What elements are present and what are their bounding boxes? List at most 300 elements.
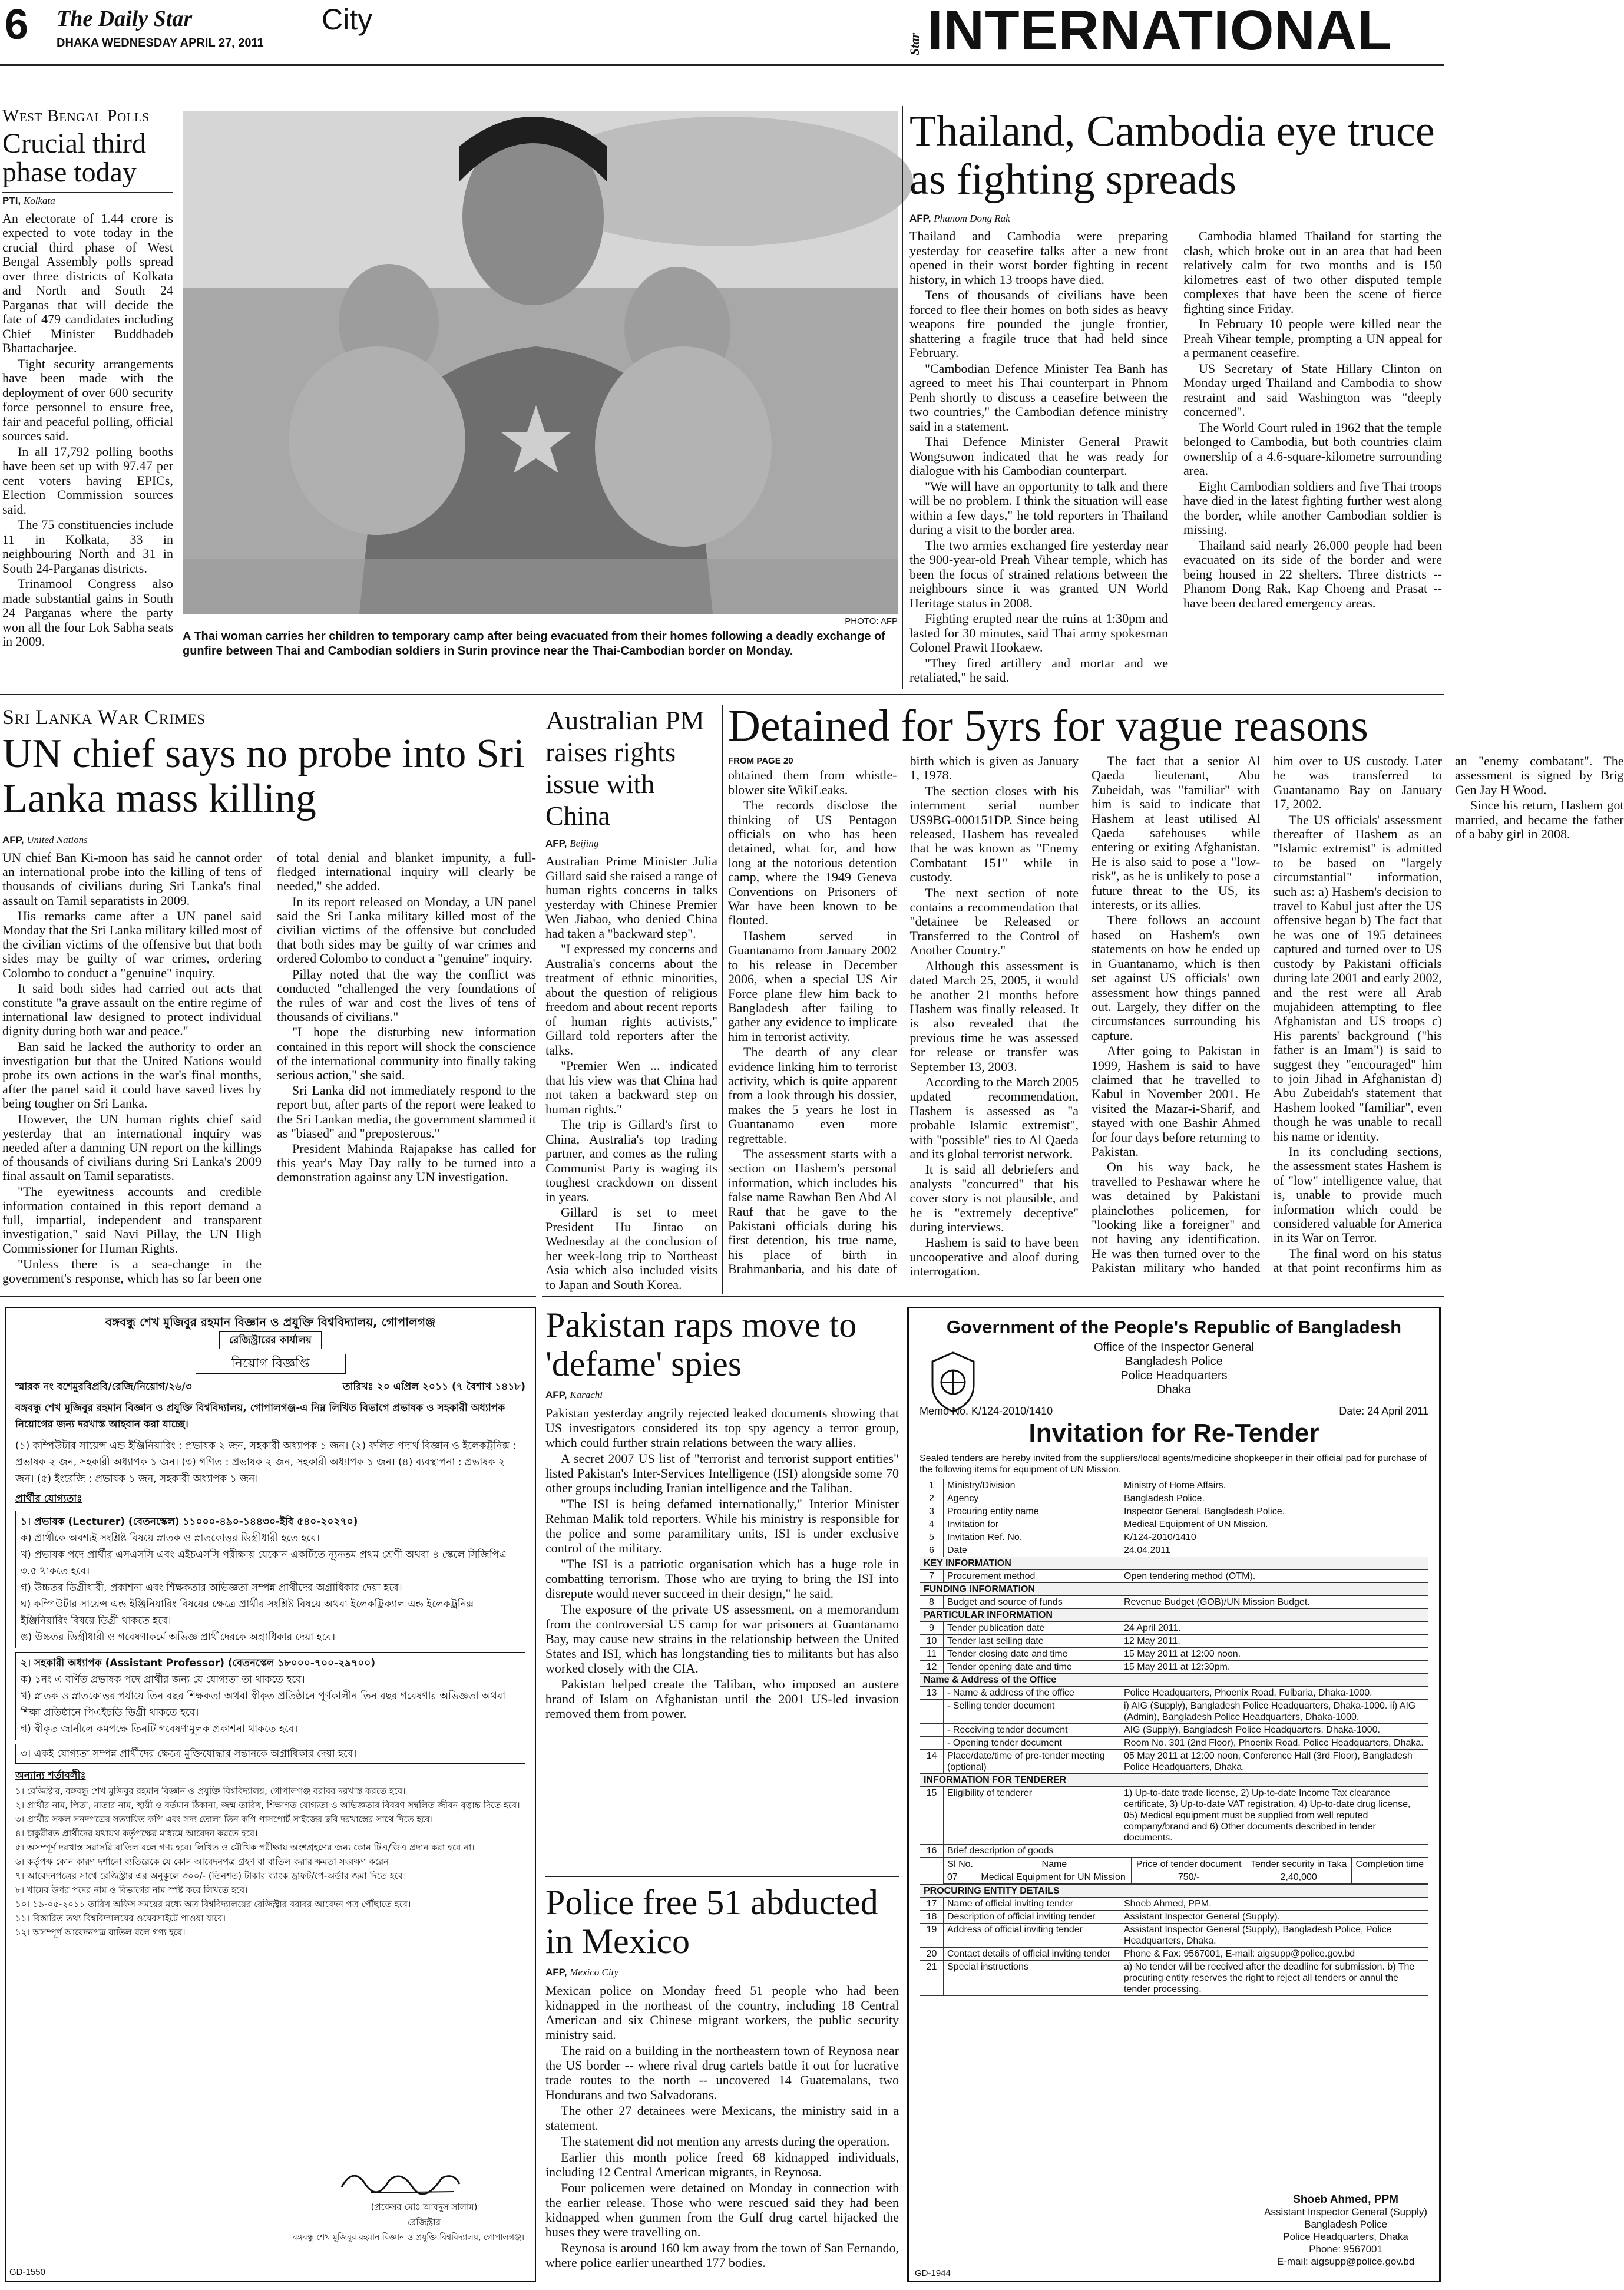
ad-term: ১। রেজিস্ট্রার, বঙ্গবন্ধু শেখ মুজিবুর রহমান বিজ্ঞান ও প্রযুক্তি বিশ্ববিদ্যালয়, গোপালগঞ্জ বরাবর দরখাস্ত করতে হবে। [15, 1786, 406, 1796]
kicker: Sri Lanka War Crimes [2, 705, 206, 729]
tender-row-number: 7 [920, 1570, 944, 1583]
masthead-rule [0, 64, 1444, 66]
tender-row [920, 1570, 1428, 1583]
paragraph: Earlier this month police freed 68 kidnapped individuals, including 12 Central American migrants, in Reynosa. [545, 2150, 899, 2179]
paragraph: In its report released on Monday, a UN panel said the Sri Lanka military killed most of the civilian victims of the offensive but concluded that both sides may be guilty of war crimes and ordered Colombo to conduct a "genuine" inquiry. [277, 894, 536, 966]
ad-lecturer-point: ঘ) কম্পিউটার সায়েন্স এন্ড ইঞ্জিনিয়ারিং বিষয়ের ক্ষেত্রে প্রার্থীর সংশ্লিষ্ট বিষয়ে অথবা ইলেকট্রিক্যাল এন্ড ইলেকট্রনিক্স ইঞ্জিনিয়ারিং বিষয়ে ডিগ্রী থাকতে হবে। [21, 1598, 474, 1627]
dateline-place: Mexico City [570, 1967, 618, 1978]
ad-assistant-point: ক) ১নং এ বর্ণিত প্রভাষক পদে প্রার্থীর জন্য যে যোগ্যতা তা থাকতে হবে। [21, 1674, 305, 1686]
paragraph: "I expressed my concerns and Australia's concerns about the treatment of ethnic minorities, about the question of religious freedom and about recent reports of human rights activists," Gillard told reporters after the talks. [545, 941, 717, 1058]
tender-row-number: 19 [920, 1924, 944, 1948]
tender-row [920, 1518, 1428, 1531]
article-pakistan [545, 1306, 899, 1877]
goods-header-cell: Price of tender document [1132, 1858, 1246, 1871]
paragraph: Mexican police on Monday freed 51 people who had been kidnapped in the northeast of the country, including 18 Central American and six Chinese migrant workers, the public security ministry said. [545, 1983, 899, 2042]
tender-row-number: 12 [920, 1661, 944, 1674]
paragraph: "Premier Wen ... indicated that his view was that China had not taken a backward step on human rights." [545, 1058, 717, 1116]
agency: AFP, [545, 1967, 567, 1978]
tender-row-value: Assistant Inspector General (Supply), Bangladesh Police, Police Headquarters, Dhaka. [1120, 1924, 1428, 1948]
paragraph: It is said all debriefers and analysts "concurred" that his cover story is not plausible, and he is "extremely deceptive" during interviews. [909, 1162, 1079, 1234]
tender-row-label: Special instructions [944, 1961, 1120, 1996]
tender-row-value: 05 May 2011 at 12:00 noon, Conference Hall (3rd Floor), Bangladesh Police Headquarters, Dhaka. [1120, 1750, 1428, 1774]
paper-name: The Daily Star [57, 6, 193, 31]
tender-row-value: Open tendering method (OTM). [1120, 1570, 1428, 1583]
signature-scribble [336, 2163, 465, 2199]
paragraph: Trinamool Congress also made substantial gains in South 24 Parganas where the party won all the four Lok Sabha seats in 2009. [2, 576, 173, 649]
goods-header-cell: Sl No. [944, 1858, 977, 1871]
paragraph: The other 27 detainees were Mexicans, the ministry said in a statement. [545, 2103, 899, 2133]
goods-cell: Medical Equipment for UN Mission [977, 1871, 1132, 1884]
tender-table [920, 1479, 1428, 1858]
headline: Detained for 5yrs for vague reasons [728, 701, 1368, 751]
goods-cell: 07 [944, 1871, 977, 1884]
dateline-place: Beijing [570, 838, 599, 849]
headline: Thailand, Cambodia eye truce as fighting spreads [909, 107, 1435, 204]
paragraph: The 75 constituencies include 11 in Kolkata, 33 in neighbouring North and 31 in South 24-Parganas districts. [2, 517, 173, 576]
tender-office: Office of the Inspector General [1093, 1341, 1254, 1354]
ad-term: ৪। চাকুরীরত প্রার্থীদের যথাযথ কর্তৃপক্ষের মাধ্যমে আবেদন করতে হবে। [15, 1828, 258, 1839]
tender-row-number: 4 [920, 1518, 944, 1531]
paragraph: The records disclose the thinking of US Pentagon officials on who has been detained, what for, and how long at the notorious detention camp, where the 1949 Geneva Conventions on Prisoners of War have been known to be flouted. [728, 798, 897, 928]
tender-row [920, 1622, 1428, 1635]
tender-row-number: 15 [920, 1787, 944, 1845]
tender-row [920, 1750, 1428, 1774]
tender-notice [907, 1307, 1441, 2282]
tender-row-number: 9 [920, 1622, 944, 1635]
headline: Police free 51 abducted in Mexico [545, 1883, 878, 1961]
tender-row-number: 10 [920, 1635, 944, 1648]
ad-lecturer-point: ক) প্রার্থীকে অবশ্যই সংশ্লিষ্ট বিষয়ে স্নাতক ও স্নাতকোত্তর ডিগ্রীধারী হতে হবে। [21, 1532, 320, 1544]
ad-lecturer-heading: ১। প্রভাষক (Lecturer) (বেতনস্কেল) ১১০০০-৪৯০-১৪৪৩০-ইবি ৫৪০-২০২৭০) [21, 1516, 358, 1528]
paragraph: The US officials' assessment thereafter of Hashem as an "Islamic extremist" is admitted to be based on "largely circumstantial" information, such as: a) Hashem's decision to travel to Kabul just after the US offensive began b) The fact that he was one of 195 detainees captured and turned over to US custody by Pakistani officials during late 2001 and early 2002, and the rest were all Arab mujahideen attempting to flee Afghanistan and US troops c) His parents' background ("his father is an Imam") is said to suggest they "encouraged" him to join Jihad in Afghanistan d) Abu Zubeidah's statement that Hashem looked "familiar", even though he was unable to recall his name or identity. [1273, 812, 1442, 1144]
paragraph: The two armies exchanged fire yesterday near the 900-year-old Preah Vihear temple, which has been the focus of strained relations between the neighbours since it was granted UN World Heritage status in 2008. [909, 537, 1168, 610]
ad-term: ৩। প্রার্থীর সকল সনদপত্রের সত্যায়িত কপি এবং সদ্য তোলা তিন কপি পাসপোর্ট সাইজের ছবি দরখাস্তের সাথে দিতে হবে। [15, 1814, 434, 1825]
goods-cell: 750/- [1132, 1871, 1246, 1884]
tender-row-label: Place/date/time of pre-tender meeting (optional) [944, 1750, 1120, 1774]
tender-row-label: Tender last selling date [944, 1635, 1120, 1648]
tender-row-label: Ministry/Division [944, 1479, 1120, 1492]
paragraph: The World Court ruled in 1962 that the temple belonged to Cambodia, but both countries claim ownership of a 4.6-square-kilometre surrounding area. [1183, 419, 1442, 478]
goods-row [944, 1871, 1428, 1884]
paragraph: It said both sides had carried out acts that constitute "a grave assault on the entire regime of international law designed to protect individual dignity during both war and peace." [2, 980, 262, 1039]
paragraph: The raid on a building in the northeastern town of Reynosa near the US border -- where rival drug cartels battle it out for lucrative trade routes to the north -- uncovered 14 Guatemalans, two Hondurans and two Salvadorans. [545, 2043, 899, 2102]
tender-row [920, 1911, 1428, 1924]
ad-signatory: (প্রফেসর মোঃ আবদুস সালাম) [371, 2202, 478, 2212]
tender-row-value: 24 April 2011. [1120, 1622, 1428, 1635]
agency: AFP, [2, 834, 24, 845]
section-title: INTERNATIONAL [927, 0, 1393, 62]
paragraph: In February 10 people were killed near the Preah Vihear temple, prompting a UN appeal for a permanent ceasefire. [1183, 316, 1442, 360]
tender-row [920, 1924, 1428, 1948]
ad-term: ১১। বিস্তারিত তথ্য বিশ্ববিদ্যালয়ের ওয়েবসাইটে পাওয়া যাবে। [15, 1913, 226, 1924]
ad-assistant-heading: ২। সহকারী অধ্যাপক (Assistant Professor) (বেতনস্কেল ১৮০০০-৭০০-২৯৭০০) [21, 1657, 376, 1669]
ad-title: নিয়োগ বিজ্ঞপ্তি [196, 1354, 346, 1374]
paragraph: Pakistan helped create the Taliban, who imposed an austere brand of Islam on Afghanistan until the 2001 US-led invasion removed them from power. [545, 1677, 899, 1721]
paragraph: "I hope the disturbing new information contained in this report will shock the conscience of the international community into finally taking serious action," she said. [277, 1025, 536, 1083]
tender-row [920, 1479, 1428, 1492]
paragraph: A secret 2007 US list of "terrorist and terrorist support entities" listed Pakistan's Inter-Services Intelligence (ISI) alongside some 70 other groups including Iranian intelligence and the Taliban. [545, 1451, 899, 1495]
tender-row-label: Invitation for [944, 1518, 1120, 1531]
tender-row [920, 1898, 1428, 1911]
tender-row-number: 17 [920, 1898, 944, 1911]
tender-row [920, 1687, 1428, 1700]
tender-section-heading: INFORMATION FOR TENDERER [920, 1774, 1428, 1787]
column-divider [722, 705, 723, 1294]
paragraph: Reynosa is around 160 km away from the town of San Fernando, where police earlier unearthed 177 bodies. [545, 2241, 899, 2270]
tender-row-value: Shoeb Ahmed, PPM. [1120, 1898, 1428, 1911]
paragraph: The exposure of the private US assessment, on a memorandum from the controversial US camp for war prisoners at Guantanamo Bay, may cause new strains in the relationship between the United States and ISI, which has longstanding ties to militants but has also worked closely with the CIA. [545, 1602, 899, 1676]
column-divider [902, 106, 903, 689]
article-body [2, 212, 173, 649]
tender-row-label: Tender closing date and time [944, 1648, 1120, 1661]
goods-table [943, 1858, 1428, 1884]
tender-row [920, 1492, 1428, 1505]
tender-section-row [920, 1674, 1428, 1687]
tender-org: Bangladesh Police [1125, 1355, 1223, 1368]
ad-intro: বঙ্গবন্ধু শেখ মুজিবুর রহমান বিজ্ঞান ও প্রযুক্তি বিশ্ববিদ্যালয়, গোপালগঞ্জ-এ নিম্ন লিখিত বিভাগে প্রভাষক ও সহকারী অধ্যাপক নিয়োগের জন্য দরখাস্ত আহবান করা যাচ্ছে। [15, 1402, 505, 1430]
ad-term: ৭। আবেদনপত্রের সাথে রেজিস্ট্রার এর অনুকূলে ৩০০/- (তিনশত) টাকার ব্যাংক ড্রাফট/পে-অর্ডার জমা দিতে হবে। [15, 1871, 406, 1881]
tender-row-label: - Receiving tender document [944, 1724, 1120, 1737]
tender-row [920, 1737, 1428, 1750]
paragraph: Tens of thousands of civilians have been forced to flee their homes on both sides as heavy weapons fire pounded the jungle frontier, shattering a fragile truce that had held since February. [909, 288, 1168, 360]
paragraph: Ban said he lacked the authority to order an investigation but that the United Nations would probe its own actions in the war's final months, after the panel said it could have saved lives by being tougher on Sri Lanka. [2, 1039, 262, 1111]
edition-city: City [322, 3, 373, 36]
paragraph: The final word on his status at that point reconfirms him as an "enemy combatant". The assessment is signed by Brig Gen Jay H Wood. [1273, 754, 1624, 1275]
tender-row [920, 1845, 1428, 1858]
paragraph: Four policemen were detained on Monday in connection with the earlier release. Those who were rescued said they had been kidnapped when gunmen from the Gulf drug cartel hijacked the buses they were travelling on. [545, 2180, 899, 2239]
photo-illustration [183, 111, 898, 614]
ad-sign-org: বঙ্গবন্ধু শেখ মুজিবুর রহমান বিজ্ঞান ও প্রযুক্তি বিশ্ববিদ্যালয়, গোপালগঞ্জ। [292, 2233, 524, 2242]
tender-section-heading: PARTICULAR INFORMATION [920, 1609, 1428, 1622]
tender-row [920, 1648, 1428, 1661]
tender-hq: Police Headquarters [1120, 1369, 1228, 1382]
tender-table [920, 1884, 1428, 1996]
paragraph: Although this assessment is dated March 25, 2005, it would be another 21 months before Hashem was finally released. It is also revealed that the previous time he was assessed for release or transfer was September 13, 2003. [909, 958, 1079, 1074]
tender-sign-org: Bangladesh Police [1304, 2219, 1387, 2230]
article-australia [545, 705, 717, 1294]
tender-section-heading: KEY INFORMATION [920, 1557, 1428, 1570]
ad-assistant-point: গ) স্বীকৃত জার্নালে কমপক্ষে তিনটি গবেষণামূলক প্রকাশনা থাকতে হবে। [21, 1723, 298, 1735]
agency: AFP, [909, 213, 931, 224]
paragraph: Since his return, Hashem got married, and became the father of a baby girl in 2008. [1455, 798, 1624, 842]
paragraph: The next section of note contains a recommendation that "detainee be Released or Transferred to the Control of Another Country." [909, 885, 1079, 958]
ad-assistant-point: খ) স্নাতক ও স্নাতকোত্তর পর্যায়ে তিন বছর শিক্ষকতা অথবা স্বীকৃত প্রতিষ্ঠানে পূর্ণকালীন তিন বছর গবেষণার অভিজ্ঞতা অথবা শিক্ষা প্রতিষ্ঠানে পিএইচডি ডিগ্রী থাকতে হবে। [21, 1690, 506, 1719]
article-body [728, 754, 1624, 1284]
tender-city: Dhaka [1157, 1383, 1191, 1396]
ad-relax-note: ৩। একই যোগ্যতা সম্পন্ন প্রার্থীদের ক্ষেত্রে মুক্তিযোদ্ধার সন্তানকে অগ্রাধিকার দেয়া হবে। [15, 1744, 525, 1764]
agency: AFP, [545, 1389, 567, 1400]
tender-row-number [920, 1724, 944, 1737]
paragraph: UN chief Ban Ki-moon has said he cannot order an international probe into the killing of tens of thousands of civilians during Sri Lanka's final assault on Tamil separatists in 2009. [2, 850, 262, 908]
ad-lecturer-point: ঙ) উচ্চতর ডিগ্রীধারী ও গবেষণাকর্মে অভিজ্ঞ প্রার্থীদেরকে অগ্রাধিকার দেয়া হবে। [21, 1631, 335, 1643]
tender-section-row [920, 1583, 1428, 1596]
kicker: West Bengal Polls [2, 106, 150, 125]
tender-row [920, 1505, 1428, 1518]
tender-row [920, 1635, 1428, 1648]
ad-term: ২। প্রার্থীর নাম, পিতা, মাতার নাম, স্থায়ী ও বর্তমান ঠিকানা, জন্ম তারিখ, শিক্ষাগত যোগ্যতা ও অভিজ্ঞতার বিবরণ সম্বলিত জীবন বৃত্তান্ত দিতে হবে। [15, 1800, 520, 1810]
headline: UN chief says no probe into Sri Lanka mass killing [2, 731, 525, 821]
agency: AFP, [545, 838, 567, 849]
tender-row-label: Tender publication date [944, 1622, 1120, 1635]
tender-row-label: Eligibility of tenderer [944, 1787, 1120, 1845]
headline: Australian PM raises rights issue with China [545, 705, 704, 831]
paragraph: Hashem is said to have been uncooperative and aloof during interrogation. [909, 1235, 1079, 1279]
paragraph: According to the March 2005 updated recommendation, Hashem is assessed as "a probable Islamic extremist", with "possible" ties to Al Qaeda and its global terrorist network. [909, 1074, 1079, 1161]
page-number: 6 [5, 1, 29, 48]
ad-departments: (১) কম্পিউটার সায়েন্স এন্ড ইঞ্জিনিয়ারিং : প্রভাষক ২ জন, সহকারী অধ্যাপক ১ জন। (২) ফলিত পদার্থ বিজ্ঞান ও ইলেকট্রনিক্স : প্রভাষক ২ জন, সহকারী অধ্যাপক ১ জন। (৩) গণিত : প্রভাষক ২ জন, সহকারী অধ্যাপক ১ জন। (৪) ব্যবস্থাপনা : প্রভাষক ২ জন। (৫) ইংরেজি : প্রভাষক ১ জন, সহকারী অধ্যাপক ১ জন। [15, 1440, 517, 1485]
tender-row-label: - Name & address of the office [944, 1687, 1120, 1700]
paragraph: "The ISI is being defamed internationally," Interior Minister Rehman Malik told reporters. While his ministry is responsible for the police and some paramilitary units, ISI is under exclusive control of the military. [545, 1496, 899, 1555]
goods-header-cell: Name [977, 1858, 1132, 1871]
paragraph: "They fired artillery and mortar and we retaliated," he said. [909, 655, 1168, 685]
goods-cell [1351, 1871, 1428, 1884]
dateline-place: United Nations [27, 834, 88, 845]
tender-row-value: 24.04.2011 [1120, 1544, 1428, 1557]
paragraph: The statement did not mention any arrests during the operation. [561, 2134, 890, 2149]
tender-row-value [1120, 1845, 1428, 1858]
tender-row-label: - Selling tender document [944, 1700, 1120, 1724]
paragraph: His remarks came after a UN panel said Monday that the Sri Lanka military killed most of the civilian victims of the offensive but that both sides may be guilty of war crimes, ordering Colombo to conduct a "genuine" inquiry. [2, 908, 262, 980]
tender-row-value: Bangladesh Police. [1120, 1492, 1428, 1505]
article-detained [728, 701, 1624, 1290]
tender-row-label: Agency [944, 1492, 1120, 1505]
tender-section-row [920, 1557, 1428, 1570]
tender-row-label: - Opening tender document [944, 1737, 1120, 1750]
ad-lecturer-point: গ) উচ্চতর ডিগ্রীধারী, প্রকাশনা এবং শিক্ষকতার অভিজ্ঞতা সম্পন্ন প্রার্থীদের অগ্রাধিকার দেয়া হবে। [21, 1582, 402, 1594]
tender-row-number: 14 [920, 1750, 944, 1774]
ad-date: তারিখঃ ২০ এপ্রিল ২০১১ (৭ বৈশাখ ১৪১৮) [342, 1381, 525, 1393]
tender-row-value: Ministry of Home Affairs. [1120, 1479, 1428, 1492]
tender-row-label: Address of official inviting tender [944, 1924, 1120, 1948]
dateline-place: Kolkata [23, 194, 55, 206]
ad-term: ১০। ১৯-০৫-২০১১ তারিখ অফিস সময়ের মধ্যে অত্র বিশ্ববিদ্যালয়ের রেজিস্ট্রার বরাবর আবেদন পত্র পৌঁছাতে হবে। [15, 1899, 411, 1909]
article-body [545, 1406, 899, 1721]
tender-section-heading: FUNDING INFORMATION [920, 1583, 1428, 1596]
goods-header-cell: Tender security in Taka [1246, 1858, 1351, 1871]
tender-row-number: 6 [920, 1544, 944, 1557]
paragraph: "The ISI is a patriotic organisation which has a huge role in combatting terrorism. Those who are trying to bring the ISI into disrepute would never succeed in their design," he said. [545, 1557, 899, 1601]
paragraph: "Cambodian Defence Minister Tea Banh has agreed to meet his Thai counterpart in Phnom Penh shortly to discuss a ceasefire between the two countries," the Cambodian defence ministry said in a statement. [909, 361, 1168, 434]
tender-row-value: 15 May 2011 at 12:30pm. [1120, 1661, 1428, 1674]
tender-row-label: Name of official inviting tender [944, 1898, 1120, 1911]
tender-sign-name: Shoeb Ahmed, PPM [1293, 2193, 1398, 2206]
paragraph: Hashem served in Guantanamo from January 2002 to his release in December 2006, when a special US Air Force plane flew him back to Bangladesh after failing to gather any evidence to implicate him in terrorist activity. [728, 928, 897, 1044]
tender-row-label: Brief description of goods [944, 1845, 1120, 1858]
paragraph: In its concluding sections, the assessment states Hashem is of "low" intelligence value, that is, unable to provide much information which could be considered valuable for America in its War on Terror. [1273, 1144, 1442, 1245]
headline: Pakistan raps move to 'defame' spies [545, 1306, 857, 1383]
tender-row-value: Revenue Budget (GOB)/UN Mission Budget. [1120, 1596, 1428, 1609]
section-rule [0, 1296, 536, 1297]
tender-row-value: 1) Up-to-date trade license, 2) Up-to-date Income Tax clearance certificate, 3) Up-to-date VAT registration, 4) Up-to-date drug license, 05) Medical equipment must be supplied from well reputed company/brand and 6) Other documents described in tender documents. [1120, 1787, 1428, 1845]
tender-intro: Sealed tenders are hereby invited from the suppliers/local agents/medicine shopkeeper in their official pad for purchase of the following items for equipment of UN Mission. [920, 1453, 1427, 1475]
agency: PTI, [2, 194, 21, 206]
tender-row [920, 1661, 1428, 1674]
paragraph: An electorate of 1.44 crore is expected to vote today in the crucial third phase of West Bengal Assembly polls spread over three districts of Kolkata and North and South 24 Parganas that will decide the fate of 479 candidates including Chief Minister Buddhadeb Bhattacharjee. [2, 210, 173, 356]
tender-row-label: Date [944, 1544, 1120, 1557]
section-rule [542, 1296, 1444, 1297]
star-logo: Star [907, 33, 922, 55]
tender-row-label: Budget and source of funds [944, 1596, 1120, 1609]
ad-sign-title: রেজিস্ট্রার [407, 2217, 441, 2228]
ad-term: ৮। খামের উপর পদের নাম ও বিভাগের নাম স্পষ্ট করে লিখতে হবে। [15, 1885, 248, 1895]
tender-section-heading: Name & Address of the Office [920, 1674, 1428, 1687]
ad-terms-heading: অন্যান্য শর্তাবলীঃ [15, 1770, 86, 1782]
paragraph: Tight security arrangements have been made with the deployment of over 600 security force personnel to ensure free, fair and peaceful polling, official sources said. [2, 356, 173, 444]
tender-row [920, 1724, 1428, 1737]
tender-row-value: Room No. 301 (2nd Floor), Phoenix Road, Police Headquarters, Dhaka. [1120, 1737, 1428, 1750]
article-body [545, 854, 717, 1292]
ad-university: বঙ্গবন্ধু শেখ মুজিবুর রহমান বিজ্ঞান ও প্রযুক্তি বিশ্ববিদ্যালয়, গোপালগঞ্জ [105, 1315, 436, 1329]
paragraph: Gillard is set to meet President Hu Jintao on Wednesday at the conclusion of her week-long trip to Northeast Asia which also included visits to Japan and South Korea. [545, 1205, 717, 1292]
tender-sign-hq: Police Headquarters, Dhaka [1283, 2231, 1408, 2242]
dateline-place: Karachi [570, 1389, 603, 1400]
masthead [0, 0, 1444, 65]
article-sri-lanka [2, 705, 536, 1294]
ad-term: ৬। কর্তৃপক্ষ কোন কারণ দর্শানো ব্যতিরেকে যে কোন আবেদনপত্র গ্রহণ বা বাতিল করার ক্ষমতা সংরক্ষণ করেন। [15, 1856, 392, 1867]
paragraph: Fighting erupted near the ruins at 1:30pm and lasted for 30 minutes, said Thai army spokesman Colonel Prawit Hookaew. [909, 611, 1168, 655]
paragraph: "We will have an opportunity to talk and there will be no problem. I think the situation will ease within a few days," he told reporters in Thailand during a visit to the border area. [909, 478, 1168, 537]
tender-row-label: Tender opening date and time [944, 1661, 1120, 1674]
tender-sign-title: Assistant Inspector General (Supply) [1264, 2206, 1427, 2218]
paragraph: The dearth of any clear evidence linking him to terrorist activity, which is quite apparent from a look through his dossier, makes the 5 years he lost in Guantanamo even more regrettable. [728, 1045, 897, 1146]
article-mexico [545, 1883, 899, 2284]
article-body [909, 229, 1442, 689]
tender-row-value: i) AIG (Supply), Bangladesh Police Headquarters, Dhaka-1000. ii) AIG (Admin), Bangladesh Police Headquarters, Dhaka-1000. [1120, 1700, 1428, 1724]
tender-row-number: 5 [920, 1531, 944, 1544]
article-west-bengal [2, 106, 173, 689]
tender-sign-phone: Phone: 9567001 [1309, 2243, 1382, 2255]
tender-memo: Memo No. K/124-2010/1410 [920, 1405, 1053, 1417]
paragraph: The fact that a senior Al Qaeda lieutenant, Abu Zubeidah, was "familiar" with him is said to indicate that Hashem at least utilised Al Qaeda safehouses while entering or exiting Afghanistan. He is also said to pose a "low-risk", as he is unlikely to pose a future threat to the US, its interests, or its allies. [1092, 754, 1261, 913]
tender-row-number: 13 [920, 1687, 944, 1700]
article-thailand [909, 107, 1442, 690]
tender-row-number [920, 1737, 944, 1750]
tender-section-row [920, 1774, 1428, 1787]
news-photo [183, 111, 898, 614]
police-emblem-icon [927, 1350, 980, 1415]
tender-row-value: 12 May 2011. [1120, 1635, 1428, 1648]
photo-credit: PHOTO: AFP [845, 616, 898, 626]
section-rule [545, 1876, 899, 1877]
tender-row-value: a) No tender will be received after the deadline for submission. b) The procuring entity reserves the right to reject all tenders or annul the tender processing. [1120, 1961, 1428, 1996]
tender-row-label: Procuring entity name [944, 1505, 1120, 1518]
ad-term: ৫। অসম্পূর্ণ দরখাস্ত সরাসরি বাতিল বলে গণ্য হবে। লিখিত ও মৌখিক পরীক্ষায় অংশগ্রহণের জন্য কোন টিএ/ডিএ প্রদান করা হবে না। [15, 1842, 475, 1853]
tender-row-number: 21 [920, 1961, 944, 1996]
goods-cell: 2,40,000 [1246, 1871, 1351, 1884]
tender-sign-email: E-mail: aigsupp@police.gov.bd [1276, 2256, 1415, 2267]
section-rule [0, 694, 1444, 695]
jump-label: FROM PAGE 20 [728, 756, 793, 766]
tender-row-number: 1 [920, 1479, 944, 1492]
tender-section-row [920, 1609, 1428, 1622]
ad-term: ১২। অসম্পূর্ণ আবেদনপত্র বাতিল বলে গণ্য হবে। [15, 1927, 186, 1938]
tender-row-label: Contact details of official inviting tender [944, 1948, 1120, 1961]
paragraph: obtained them from whistle-blower site WikiLeaks. [728, 768, 897, 797]
tender-row-number: 8 [920, 1596, 944, 1609]
tender-row [920, 1531, 1428, 1544]
tender-row [920, 1544, 1428, 1557]
paragraph: The trip is Gillard's first to China, Australia's top trading partner, and comes as the ruling Communist Party is waging its toughest crackdown on dissent in years. [545, 1117, 717, 1204]
tender-row [920, 1596, 1428, 1609]
tender-row [920, 1787, 1428, 1845]
tender-row [920, 1961, 1428, 1996]
photo-caption: A Thai woman carries her children to temporary camp after being evacuated from their homes following a deadly exchange of gunfire between Thai and Cambodian soldiers in Surin province near the Thai-Cambodian border on Monday. [183, 630, 885, 657]
tender-row [920, 1948, 1428, 1961]
dateline: DHAKA WEDNESDAY APRIL 27, 2011 [57, 37, 264, 49]
goods-header-row [944, 1858, 1428, 1871]
goods-header-cell: Completion time [1351, 1858, 1428, 1871]
paragraph: Thailand said nearly 26,000 people had been evacuated on its side of the border and were being housed in 22 shelters. Three districts -- Phanom Dong Rak, Kap Choeng and Prasat -- have been declared emergency areas. [1183, 537, 1442, 610]
tender-row-value: Phone & Fax: 9567001, E-mail: aigsupp@police.gov.bd [1120, 1948, 1428, 1961]
tender-row-value: Police Headquarters, Phoenix Road, Fulbaria, Dhaka-1000. [1120, 1687, 1428, 1700]
ad-gd-number: GD-1550 [9, 2267, 45, 2277]
tender-row-value: K/124-2010/1410 [1120, 1531, 1428, 1544]
paragraph: Pakistan yesterday angrily rejected leaked documents showing that US investigators considered its top spy agency a terror group, which could further strain relations between the wary allies. [545, 1406, 899, 1450]
paragraph: Pillay noted that the way the conflict was conducted "challenged the very foundations of the rules of war and cost the lives of tens of thousands of civilians." [277, 966, 536, 1025]
tender-row-value: Medical Equipment of UN Mission. [1120, 1518, 1428, 1531]
paragraph: Cambodia blamed Thailand for starting the clash, which broke out in an area that had been relatively calm for two months and is 150 kilometres east of two other disputed temple complexes that have been the scene of fierce fighting since Friday. [1183, 229, 1442, 316]
tender-date: Date: 24 April 2011 [1339, 1405, 1428, 1417]
tender-row-value: Assistant Inspector General (Supply). [1120, 1911, 1428, 1924]
job-advertisement [5, 1307, 536, 2282]
tender-gov: Government of the People's Republic of Bangladesh [946, 1317, 1402, 1337]
tender-row [920, 1700, 1428, 1724]
article-body [2, 851, 536, 1287]
ad-lecturer-point: খ) প্রভাষক পদে প্রার্থীর এসএসসি এবং এইচএসসি পরীক্ষায় যেকোন একটিতে ন্যূনতম প্রথম শ্রেণী অথবা ৪ স্কেলে সিজিপিএ ৩.৫ থাকতে হবে। [21, 1549, 507, 1577]
paragraph: Australian Prime Minister Julia Gillard said she raised a range of human rights concerns in talks yesterday with Chinese Premier Wen Jiabao, who denied China had taken a "backward step". [545, 854, 717, 941]
ad-memo: স্মারক নং বশেমুরবিপ্রবি/রেজি/নিয়োগ/২৬/৩ [15, 1381, 192, 1393]
tender-row-number: 3 [920, 1505, 944, 1518]
tender-section-row [920, 1885, 1428, 1898]
article-body [545, 1983, 899, 2270]
tender-row-label: Invitation Ref. No. [944, 1531, 1120, 1544]
tender-row-label: Procurement method [944, 1570, 1120, 1583]
paragraph: The section closes with his internment serial number US9BG-000151DP. Since being released, Hashem has revealed that he was known as "Enemy Combatant 151" while in custody. [909, 783, 1079, 885]
tender-row-number: 11 [920, 1648, 944, 1661]
paragraph: "Unless there is a sea-change in the government's response, which has so far been one of total denial and blanket impunity, a full-fledged international inquiry will clearly be needed," she added. [2, 850, 536, 1286]
paragraph: "The eyewitness accounts and credible information contained in this report demand a full, impartial, independent and transparent investigation," said Navi Pillay, the UN High Commissioner for Human Rights. [2, 1184, 262, 1256]
paragraph: Eight Cambodian soldiers and five Thai troops have died in the latest fighting further west along the border, while another Cambodian soldier is missing. [1183, 478, 1442, 537]
paragraph: After going to Pakistan in 1999, Hashem is said to have claimed that he travelled to Kabul in November 2001. He visited the Mazar-i-Sharif, and stayed with one Bashir Ahmed for four days before returning to Pakistan. [1092, 1043, 1261, 1159]
tender-section-heading: PROCURING ENTITY DETAILS [920, 1885, 1428, 1898]
dateline-place: Phanom Dong Rak [934, 213, 1010, 224]
paragraph: On his way back, he travelled to Peshawar where he was detained by Pakistani plainclothes policemen, for "looking like a foreigner" and not having any identification. He was then turned over to the Pakistan military who handed him over to US custody. Later he was transferred to Guantanamo Bay on January 17, 2002. [1092, 754, 1442, 1275]
paragraph: Sri Lanka did not immediately respond to the report but, after parts of the report were leaked to the Sri Lankan media, the government slammed it as "biased" and "preposterous." [277, 1083, 536, 1141]
paragraph: The assessment starts with a section on Hashem's personal information, which includes his false name Rawhan Ben Abd Al Rauf that he gave to the Pakistani officials during his first detention, his true name, his place of birth in Brahmanbaria, and his date of birth which is given as January 1, 1978. [728, 754, 1079, 1277]
tender-title: Invitation for Re-Tender [1028, 1419, 1319, 1448]
tender-row-label: Description of official inviting tender [944, 1911, 1120, 1924]
tender-gd-number: GD-1944 [915, 2268, 951, 2278]
tender-row-number: 16 [920, 1845, 944, 1858]
tender-row-value: 15 May 2011 at 12:00 noon. [1120, 1648, 1428, 1661]
headline: Crucial third phase today [2, 128, 146, 188]
paragraph: In all 17,792 polling booths have been set up with 97.47 per cent voters having EPICs, Election Commission sources said. [2, 444, 173, 517]
tender-row-number: 2 [920, 1492, 944, 1505]
tender-row-value: AIG (Supply), Bangladesh Police Headquarters, Dhaka-1000. [1120, 1724, 1428, 1737]
ad-office: রেজিস্ট্রারের কার্যালয় [219, 1331, 322, 1349]
paragraph: However, the UN human rights chief said yesterday that an international inquiry was needed after a damning UN report on the killings of thousands of civilians during Sri Lanka's 2009 final assault on Tamil separatists. [2, 1111, 262, 1184]
paragraph: There follows an account based on Hashem's own statements on how he ended up in Guantanamo, which is then set against US officials' own assessment how things panned out. Largely, they differ on the circumstances surrounding his capture. [1092, 913, 1261, 1043]
tender-row-number: 18 [920, 1911, 944, 1924]
paragraph: US Secretary of State Hillary Clinton on Monday urged Thailand and Cambodia to show restraint and said Washington was "deeply concerned". [1183, 361, 1442, 419]
ad-qualification-heading: প্রার্থীর যোগ্যতাঃ [15, 1493, 82, 1505]
tender-row-number: 20 [920, 1948, 944, 1961]
paragraph: Thailand and Cambodia were preparing yesterday for ceasefire talks after a new front opened in their worst border fighting in recent history, in which 13 troops have died. [909, 229, 1168, 287]
paragraph: President Mahinda Rajapakse has called for this year's May Day rally to be turned into a demonstration against any UN investigation. [277, 1141, 536, 1185]
paragraph: Thai Defence Minister General Prawit Wongsuwon indicated that he was ready for dialogue with his Cambodian counterpart. [909, 434, 1168, 478]
tender-row-value: Inspector General, Bangladesh Police. [1120, 1505, 1428, 1518]
tender-row-number [920, 1700, 944, 1724]
